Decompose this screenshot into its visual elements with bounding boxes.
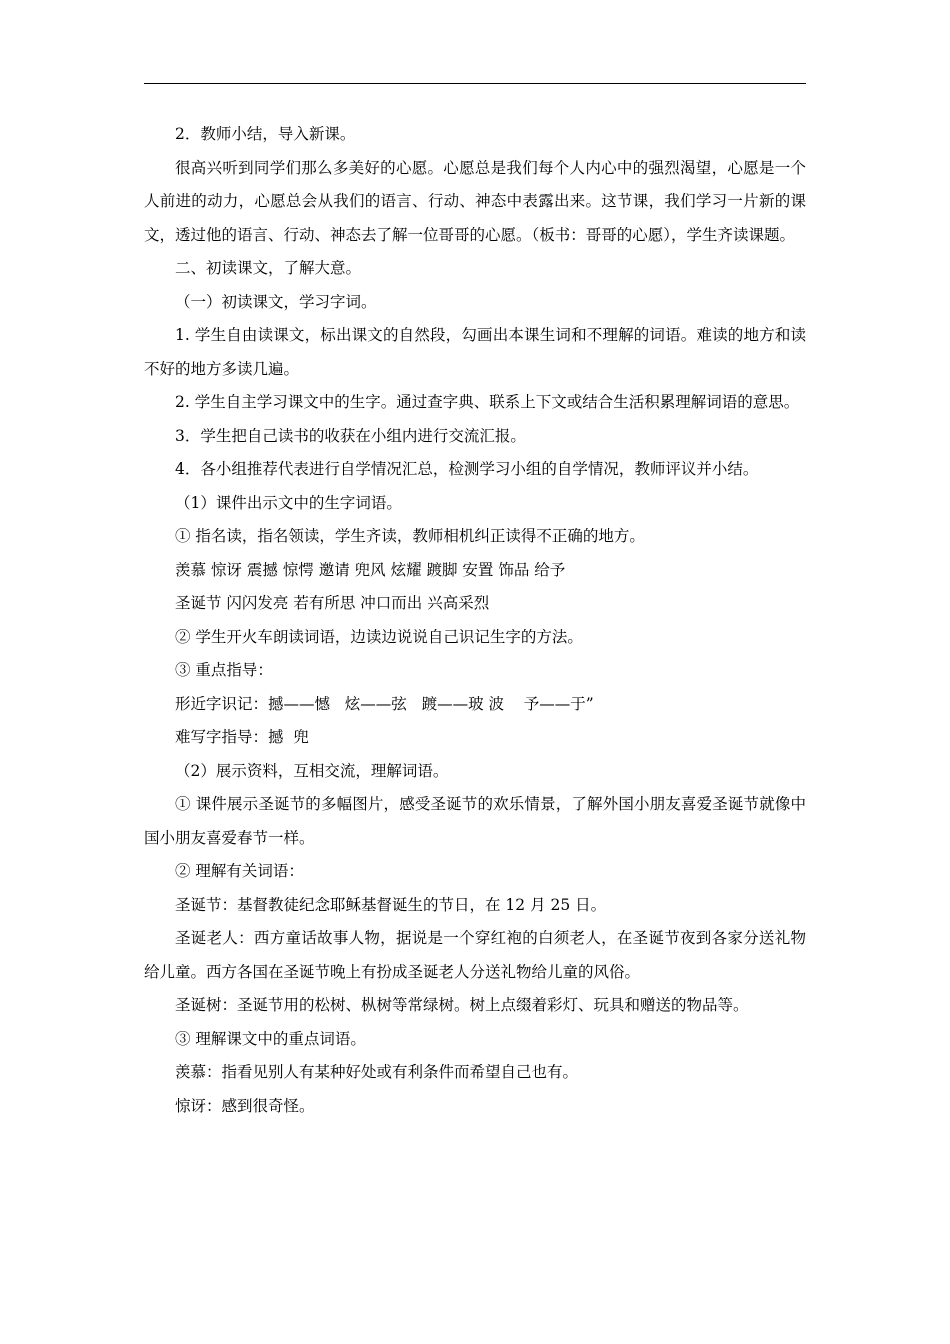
paragraph: 1. 学生自由读课文，标出课文的自然段，勾画出本课生词和不理解的词语。难读的地方和读不好的地方多读几遍。: [144, 326, 806, 378]
vocabulary-line: 圣诞节 闪闪发亮 若有所思 冲口而出 兴高采烈: [175, 594, 490, 612]
paragraph: ② 理解有关词语：: [175, 862, 304, 880]
header-rule: [144, 83, 806, 84]
definition: 圣诞老人：西方童话故事人物，据说是一个穿红袍的白须老人，在圣诞节夜到各家分送礼物给儿童。西方各国在圣诞节晚上有扮成圣诞老人分送礼物给儿童的风俗。: [144, 929, 806, 981]
definition: 圣诞节：基督教徒纪念耶稣基督诞生的节日，在 12 月 25 日。: [175, 895, 607, 914]
paragraph: ③ 重点指导：: [175, 661, 273, 679]
subsection-heading: （一）初读课文，学习字词。: [175, 292, 377, 311]
paragraph: （2）展示资料，互相交流，理解词语。: [175, 761, 449, 780]
paragraph: （1）课件出示文中的生字词语。: [175, 493, 402, 512]
paragraph: ① 指名读，指名领读，学生齐读，教师相机纠正读得不正确的地方。: [175, 527, 645, 545]
paragraph: ② 学生开火车朗读词语，边读边说说自己识记生字的方法。: [175, 627, 583, 646]
paragraph: ③ 理解课文中的重点词语。: [175, 1029, 366, 1048]
paragraph: 4．各小组推荐代表进行自学情况汇总，检测学习小组的自学情况，教师评议并小结。: [175, 460, 759, 478]
definition: 圣诞树：圣诞节用的松树、枞树等常绿树。树上点缀着彩灯、玩具和赠送的物品等。: [175, 996, 749, 1014]
section-heading: 二、初读课文，了解大意。: [175, 259, 362, 277]
vocabulary-line: 羡慕 惊讶 震撼 惊愕 邀请 兜风 炫耀 踱脚 安置 饰品 给予: [175, 560, 566, 579]
paragraph: 难写字指导：撼 兜: [175, 728, 309, 746]
paragraph: ① 课件展示圣诞节的多幅图片，感受圣诞节的欢乐情景，了解外国小朋友喜爱圣诞节就像中国小朋友喜爱春节一样。: [144, 795, 806, 847]
paragraph: 2．教师小结，导入新课。: [175, 125, 356, 143]
document-body: [144, 118, 806, 1123]
paragraph: 形近字识记：撼——憾 炫——弦 踱——玻 波 予——于”: [175, 694, 594, 713]
paragraph: 3．学生把自己读书的收获在小组内进行交流汇报。: [175, 426, 526, 445]
paragraph: 2. 学生自主学习课文中的生字。通过查字典、联系上下文或结合生活积累理解词语的意思。: [175, 393, 800, 411]
definition: 羡慕：指看见别人有某种好处或有利条件而希望自己也有。: [175, 1063, 579, 1081]
paragraph: 很高兴听到同学们那么多美好的心愿。心愿总是我们每个人内心中的强烈渴望，心愿是一个人前进的动力，心愿总会从我们的语言、行动、神态中表露出来。这节课，我们学习一片新的课文，透过他的语言、行动、神态去了解一位哥哥的心愿。（板书：哥哥的心愿），学生齐读课题。: [144, 158, 806, 244]
definition: 惊讶：感到很奇怪。: [175, 1096, 315, 1115]
